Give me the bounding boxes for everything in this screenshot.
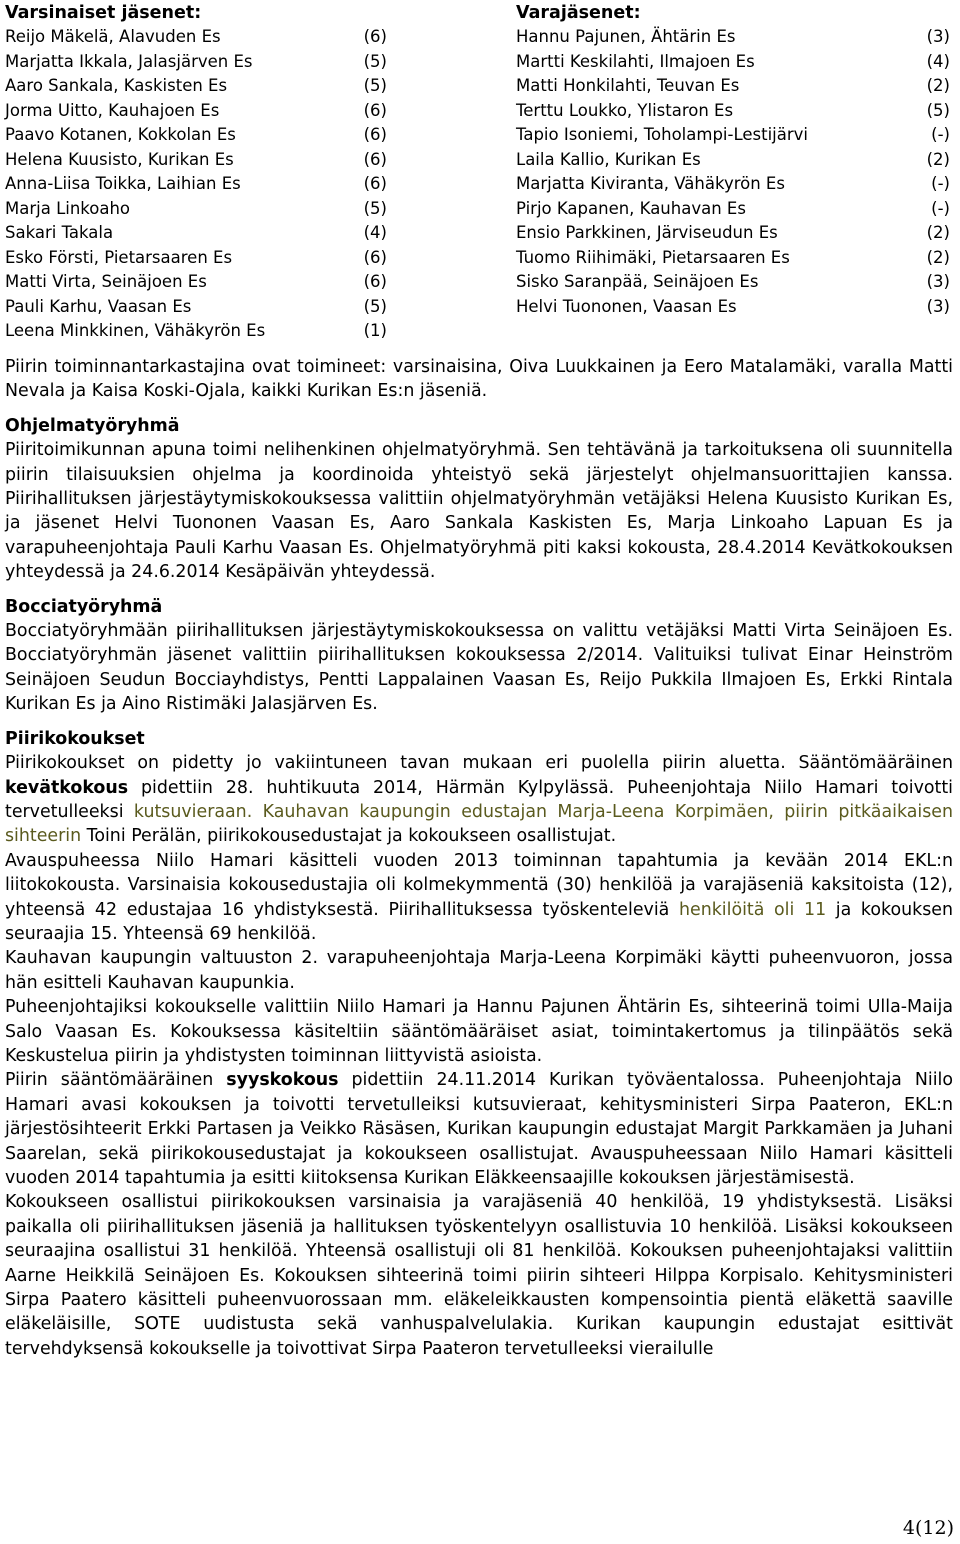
member-row xyxy=(516,123,950,148)
member-count: (5) xyxy=(926,100,950,120)
member-count: (6) xyxy=(363,125,387,144)
member-count: (5) xyxy=(363,296,387,316)
kauhava-paragraph: Kauhavan kaupungin valtuuston 2. varapuheenjohtaja Marja-Leena Korpimäki käytti puheenvuoron, jossa hän esitteli Kauhavan kaupunkia. xyxy=(5,948,953,993)
member-row xyxy=(516,74,950,99)
regular-members-column xyxy=(5,0,387,344)
regular-members-title: Varsinaiset jäsenet: xyxy=(5,3,202,23)
member-row xyxy=(516,99,950,124)
member-name: Matti Virta, Seinäjoen Es xyxy=(5,272,207,291)
member-count: (3) xyxy=(926,27,950,46)
member-row xyxy=(516,25,950,50)
highlighted-text: henkilöitä oli 11 xyxy=(678,899,827,920)
member-lists xyxy=(5,0,950,345)
member-name: Helena Kuusisto, Kurikan Es xyxy=(5,149,234,169)
member-count: (-) xyxy=(931,174,950,193)
member-name: Esko Försti, Pietarsaaren Es xyxy=(5,247,233,267)
member-row xyxy=(516,172,950,197)
autumn-meeting-keyword: syyskokous xyxy=(226,1070,339,1091)
member-row xyxy=(5,148,387,173)
participants-paragraph: Kokoukseen osallistui piirikokouksen varsinaisia ja varajäseniä 40 henkilöä, 19 yhdistyksestä. Lisäksi paikalla oli piirihallituksen jäseniä ja hallituksen työskentelyyn osallistuvia 10 henkilöä. Lisäksi kokoukseen seuraajina osallistui 31 henkilöä. Yhteensä osallistuji oli 81 henkilöä. Kokouksen puheenjohtajaksi valittiin Aarne Heikkilä Seinäjoen Es. Kokouksen sihteerinä toimi piirin sihteeri Hilppa Korpisalo. Kehitysministeri Sirpa Paatero käsitteli puheenvuorossaan mm. eläkeleikkausten kompensointia pientä eläkettä saaville eläkeläisille, SOTE uudistusta sekä vanhuspalvelulakia. Kurikan kaupungin edustajat esittivät tervehdyksensä kokoukselle ja toivottivat Sirpa Paateron tervetulleeksi vierailulle xyxy=(5,1192,953,1359)
member-row xyxy=(516,295,950,320)
member-name: Sakari Takala xyxy=(5,223,114,242)
member-count: (5) xyxy=(363,51,387,71)
member-row xyxy=(5,50,387,75)
ohjelma-heading: Ohjelmatyöryhmä xyxy=(5,415,180,436)
regular-members-list xyxy=(5,25,387,344)
text-span: pidettiin 28. huhtikuuta 2014, Härmän Kylpylässä. Puheenjohtaja Niilo Hamari toivotti tervetulleeksi xyxy=(5,777,953,822)
member-row xyxy=(516,50,950,75)
member-name: Martti Keskilahti, Ilmajoen Es xyxy=(516,51,755,71)
autumn-meeting-paragraph xyxy=(5,1068,953,1190)
member-row xyxy=(516,148,950,173)
member-row xyxy=(516,221,950,246)
member-row xyxy=(5,246,387,271)
member-count: (6) xyxy=(363,100,387,120)
member-name: Tuomo Riihimäki, Pietarsaaren Es xyxy=(516,247,790,267)
member-name: Marjatta Kiviranta, Vähäkyrön Es xyxy=(516,174,785,193)
member-name: Matti Honkilahti, Teuvan Es xyxy=(516,76,740,95)
deputy-members-title: Varajäsenet: xyxy=(516,3,641,23)
piirikokoukset-heading: Piirikokoukset xyxy=(5,728,145,749)
member-name: Reijo Mäkelä, Alavuden Es xyxy=(5,27,221,46)
deputy-members-list xyxy=(516,25,950,319)
member-row xyxy=(5,270,387,295)
member-name: Aaro Sankala, Kaskisten Es xyxy=(5,76,228,95)
document-body xyxy=(5,355,953,1361)
highlighted-text: kutsuvieraan. Kauhavan kaupungin edustajan Marja-Leena Korpimäen, piirin pitkäaikaisen sihteerin xyxy=(5,801,953,847)
spring-meeting-keyword: kevätkokous xyxy=(5,777,129,798)
member-count: (3) xyxy=(926,296,950,316)
member-row xyxy=(5,197,387,222)
member-count: (6) xyxy=(363,272,387,291)
member-row xyxy=(5,99,387,124)
text-span: ja kokouksen seuraajia 15. Yhteensä 69 henkilöä. xyxy=(5,899,953,944)
chairs-paragraph: Puheenjohtajiksi kokoukselle valittiin Niilo Hamari ja Hannu Pajunen Ähtärin Es, sihteerinä toimi Ulla-Maija Salo Vaasan Es. Kokouksessa käsiteltiin sääntömääräiset asiat, toimintakertomus ja tilinpäätös sekä Keskustelua piirin ja yhdistysten toiminnan liittyvistä asioista. xyxy=(5,997,953,1066)
member-count: (6) xyxy=(363,149,387,169)
member-row xyxy=(516,246,950,271)
member-count: (5) xyxy=(363,76,387,95)
member-count: (4) xyxy=(926,51,950,71)
member-name: Anna-Liisa Toikka, Laihian Es xyxy=(5,174,241,193)
boccia-heading: Bocciatyöryhmä xyxy=(5,596,163,617)
text-span: Piirin sääntömääräinen xyxy=(5,1070,227,1091)
member-count: (5) xyxy=(363,198,387,218)
member-count: (2) xyxy=(926,76,950,95)
member-name: Tapio Isoniemi, Toholampi-Lestijärvi xyxy=(516,125,808,144)
opening-speech-paragraph xyxy=(5,849,953,947)
member-count: (3) xyxy=(926,272,950,291)
text-span: pidettiin 24.11.2014 Kurikan työväentalossa. Puheenjohtaja Niilo Hamari avasi kokouksen ja toivotti tervetulleiksi kutsuvieraat, kehitysministeri Sirpa Paateron, EKL:n järjestösihteerit Erkki Partasen ja Veikko Räsäsen, Kurikan kaupungin edustajat Margit Parkkamäen ja Juhani Saarelan, sekä piirikokousedustajat ja kokoukseen osallistujat. Avauspuheessaan Niilo Hamari käsitteli vuoden 2014 tapahtumia ja esitti kiitoksensa Kurikan Eläkkeensaajille kokouksen järjestämisestä. xyxy=(5,1070,953,1188)
member-row xyxy=(5,172,387,197)
member-count: (-) xyxy=(931,125,950,144)
member-count: (2) xyxy=(926,223,950,242)
text-span: Avauspuheessa Niilo Hamari käsitteli vuoden 2013 toiminnan tapahtumia ja kevään 2014 EKL:n liitokokousta. Varsinaisia kokousedustajia oli kolmekymmentä (30) henkilöä ja varajäseniä kaksitoista (12), yhteensä 42 edustajaa 16 yhdistyksestä. Piirihallituksessa työskenteleviä xyxy=(5,850,953,920)
member-count: (4) xyxy=(363,223,387,242)
text-span: Toini Perälän, piirikokousedustajat ja kokoukseen osallistujat. xyxy=(81,826,617,847)
member-count: (6) xyxy=(363,174,387,193)
member-name: Marjatta Ikkala, Jalasjärven Es xyxy=(5,51,253,71)
member-name: Hannu Pajunen, Ähtärin Es xyxy=(516,27,736,46)
member-name: Jorma Uitto, Kauhajoen Es xyxy=(5,100,220,120)
auditors-paragraph: Piirin toiminnantarkastajina ovat toimineet: varsinaisina, Oiva Luukkainen ja Eero Matalamäki, varalla Matti Nevala ja Kaisa Koski-Ojala, kaikki Kurikan Es:n jäseniä. xyxy=(5,357,953,402)
member-row xyxy=(5,295,387,320)
member-name: Terttu Loukko, Ylistaron Es xyxy=(516,100,734,120)
member-name: Leena Minkkinen, Vähäkyrön Es xyxy=(5,321,266,340)
ohjelma-paragraph: Piiritoimikunnan apuna toimi nelihenkinen ohjelmatyöryhmä. Sen tehtävänä ja tarkoituksena oli suunnitella piirin tilaisuuksien ohjelma ja koordinoida yhteistyö sekä järjestelyt ohjelmansuorittajien kanssa. Piirihallituksen järjestäytymiskokouksessa valittiin ohjelmatyöryhmän vetäjäksi Helena Kuusisto Kurikan Es, ja jäsenet Helvi Tuononen Vaasan Es, Aaro Sankala Kaskisten Es, Marja Linkoaho Lapuan Es ja varapuheenjohtaja Pauli Karhu Vaasan Es. Ohjelmatyöryhmä piti kaksi kokousta, 28.4.2014 Kevätkokouksen yhteydessä ja 24.6.2014 Kesäpäivän yhteydessä. xyxy=(5,440,953,583)
deputy-members-column xyxy=(516,0,950,319)
boccia-paragraph: Bocciatyöryhmään piirihallituksen järjestäytymiskokouksessa on valittu vetäjäksi Matti Virta Seinäjoen Es. Bocciatyöryhmän jäsenet valittiin piirihallituksen kokouksessa 2/2014. Valituiksi tulivat Einar Heinström Seinäjoen Seudun Bocciayhdistys, Pentti Lappalainen Vaasan Es, Reijo Pukkila Ilmajoen Es, Erkki Rintala Kurikan Es ja Aino Ristimäki Jalasjärven Es. xyxy=(5,621,953,715)
member-count: (2) xyxy=(926,247,950,267)
member-name: Laila Kallio, Kurikan Es xyxy=(516,149,701,169)
member-row xyxy=(5,123,387,148)
member-count: (2) xyxy=(926,149,950,169)
member-name: Paavo Kotanen, Kokkolan Es xyxy=(5,125,236,144)
member-name: Sisko Saranpää, Seinäjoen Es xyxy=(516,272,759,291)
member-name: Ensio Parkkinen, Järviseudun Es xyxy=(516,223,778,242)
member-row xyxy=(5,25,387,50)
member-count: (-) xyxy=(931,198,950,218)
member-row xyxy=(5,74,387,99)
page-number: 4(12) xyxy=(902,1517,954,1539)
spring-meeting-paragraph xyxy=(5,751,953,849)
text-span: Piirikokoukset on pidetty jo vakiintuneen tavan mukaan eri puolella piirin aluetta. Sääntömääräinen xyxy=(5,753,953,774)
member-count: (6) xyxy=(363,27,387,46)
member-row xyxy=(516,270,950,295)
member-count: (1) xyxy=(363,321,387,340)
member-name: Marja Linkoaho xyxy=(5,198,131,218)
member-row xyxy=(5,221,387,246)
member-name: Helvi Tuononen, Vaasan Es xyxy=(516,296,737,316)
member-name: Pauli Karhu, Vaasan Es xyxy=(5,296,192,316)
member-row xyxy=(516,197,950,222)
member-count: (6) xyxy=(363,247,387,267)
member-row xyxy=(5,319,387,344)
member-name: Pirjo Kapanen, Kauhavan Es xyxy=(516,198,746,218)
